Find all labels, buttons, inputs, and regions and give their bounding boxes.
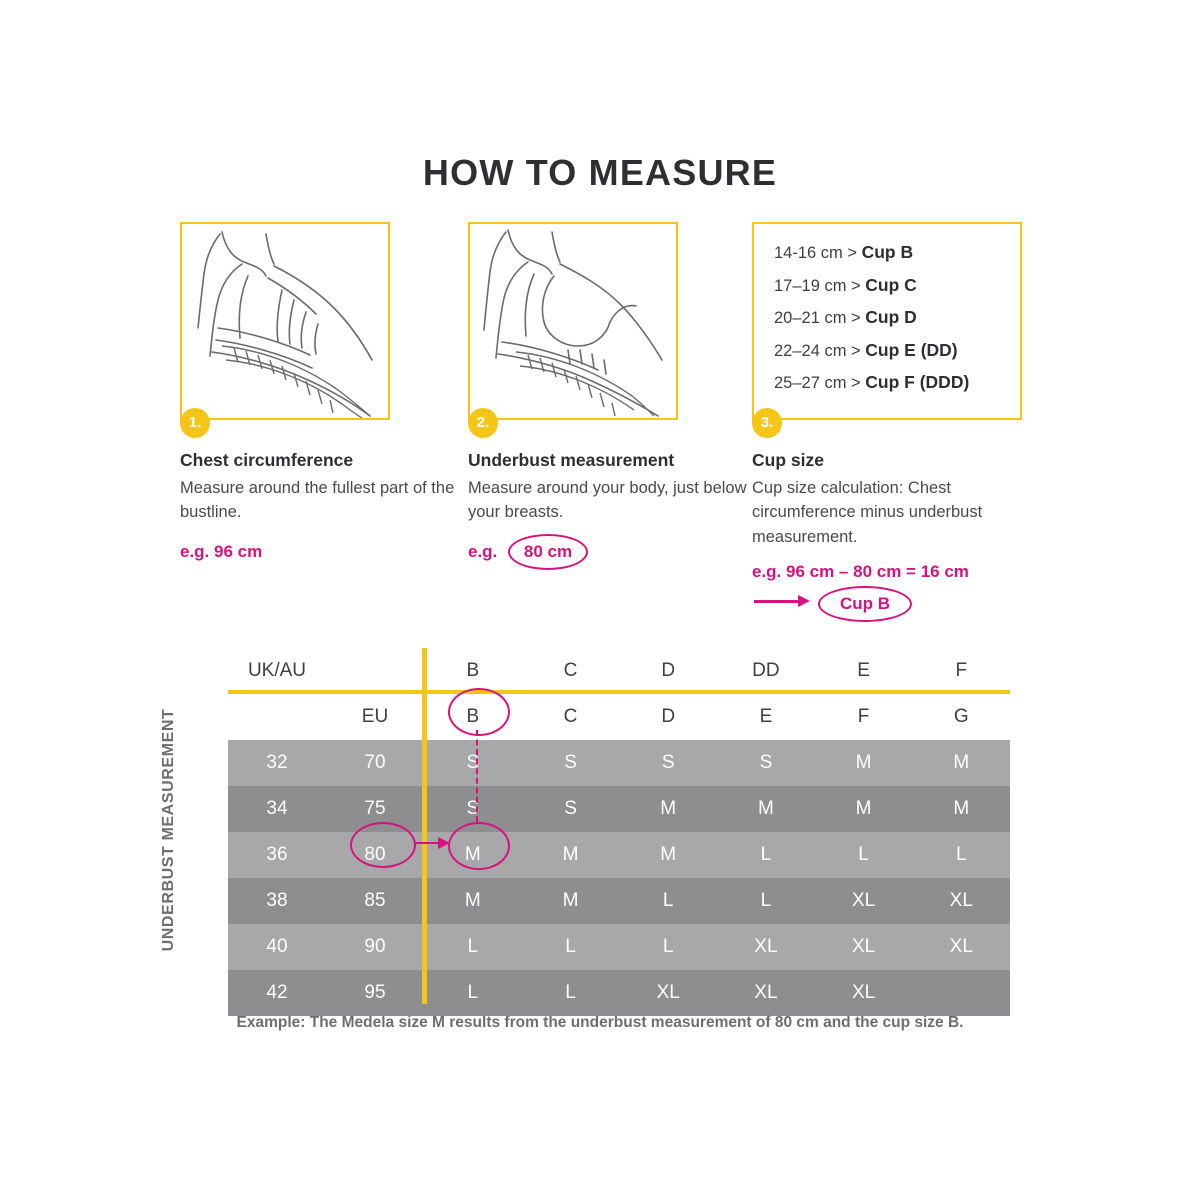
- illustration-chest-circumference: [180, 222, 390, 420]
- row-cell: L: [619, 878, 717, 924]
- row-cell: L: [522, 970, 620, 1016]
- row-cell: M: [912, 786, 1010, 832]
- cup-range: 22–24 cm >: [774, 341, 861, 360]
- header-cell: C: [522, 694, 620, 740]
- table-row: [228, 740, 1010, 786]
- table-row: [228, 924, 1010, 970]
- table-header-uk: [228, 648, 1010, 694]
- row-uk-size: 38: [228, 878, 326, 924]
- row-cell: XL: [912, 878, 1010, 924]
- header-cell: G: [912, 694, 1010, 740]
- row-cell: XL: [815, 970, 913, 1016]
- cup-label: Cup E (DD): [865, 339, 958, 360]
- row-eu-size: 90: [326, 924, 424, 970]
- cup-size-row: [774, 274, 1014, 295]
- step-heading-3: Cup size: [752, 450, 824, 470]
- row-cell: M: [522, 878, 620, 924]
- table-header-eu: [228, 694, 1010, 740]
- cup-label: Cup C: [865, 274, 917, 295]
- row-cell: XL: [815, 924, 913, 970]
- page-title: HOW TO MEASURE: [422, 152, 778, 193]
- header-cell: [228, 694, 326, 740]
- step-heading-1: Chest circumference: [180, 450, 354, 470]
- header-cell: D: [619, 648, 717, 694]
- row-cell: S: [717, 740, 815, 786]
- cup-size-row: [774, 339, 1014, 360]
- highlight-circle-cup-b: [448, 688, 510, 736]
- step-badge-2: 2.: [468, 408, 498, 438]
- cup-range: 20–21 cm >: [774, 309, 861, 327]
- header-cell: [326, 648, 424, 694]
- cup-result-arrow-icon: [754, 594, 812, 608]
- highlight-circle-size-m: [448, 822, 510, 870]
- row-cell: L: [717, 878, 815, 924]
- row-cell: L: [619, 924, 717, 970]
- step-example-3: e.g. 96 cm – 80 cm = 16 cm: [752, 562, 969, 581]
- header-cell: B: [424, 694, 522, 740]
- row-cell: M: [619, 832, 717, 878]
- table-yellow-horizontal-rule: [228, 690, 1010, 694]
- header-cell: E: [815, 648, 913, 694]
- cup-label: Cup B: [861, 242, 914, 262]
- row-cell: XL: [717, 970, 815, 1016]
- row-cell: L: [522, 924, 620, 970]
- row-cell: M: [912, 740, 1010, 786]
- table-yellow-vertical-rule: [422, 648, 427, 1004]
- row-cell: S: [522, 740, 620, 786]
- header-cell: DD: [717, 648, 815, 694]
- header-cell: UK/AU: [228, 648, 326, 694]
- step-example-circle-2: [508, 534, 588, 570]
- illustration-underbust-measurement: [468, 222, 678, 420]
- row-eu-size: 80: [326, 832, 424, 878]
- row-uk-size: 42: [228, 970, 326, 1016]
- cup-label: Cup D: [865, 307, 917, 327]
- row-eu-size: 85: [326, 878, 424, 924]
- table-row: [228, 786, 1010, 832]
- row-cell: XL: [717, 924, 815, 970]
- row-eu-size: 95: [326, 970, 424, 1016]
- row-cell: L: [815, 832, 913, 878]
- step-example-value-2: 80 cm: [523, 542, 573, 561]
- header-cell: F: [815, 694, 913, 740]
- row-cell: S: [522, 786, 620, 832]
- row-eu-size: 75: [326, 786, 424, 832]
- step-body-2: Measure around your body, just below your breasts.: [468, 479, 747, 522]
- step-body-3: Cup size calculation: Chest circumference minus underbust measurement.: [752, 479, 983, 546]
- row-cell: S: [424, 786, 522, 832]
- cup-result-label: Cup B: [839, 594, 891, 613]
- cup-range: 25–27 cm >: [774, 374, 861, 392]
- row-cell: M: [717, 786, 815, 832]
- cup-result-bubble: [818, 586, 912, 622]
- header-cell: F: [912, 648, 1010, 694]
- row-eu-size: 70: [326, 740, 424, 786]
- table-row: [228, 878, 1010, 924]
- header-cell: B: [424, 648, 522, 694]
- footnote: Example: The Medela size M results from the underbust measurement of 80 cm and the cup size B.: [236, 1014, 964, 1031]
- cup-label: Cup F (DDD): [865, 372, 970, 392]
- header-cell: C: [522, 648, 620, 694]
- table-row: [228, 832, 1010, 878]
- cup-size-row: [774, 309, 1014, 327]
- step-heading-2: Underbust measurement: [468, 450, 675, 470]
- cup-size-table-box: [752, 222, 1022, 420]
- cup-size-row: [774, 374, 1014, 392]
- row-cell: L: [717, 832, 815, 878]
- row-cell: M: [815, 740, 913, 786]
- row-cell: M: [619, 786, 717, 832]
- cup-range: 14-16 cm >: [774, 244, 857, 262]
- row-uk-size: 40: [228, 924, 326, 970]
- step-badge-3: 3.: [752, 408, 782, 438]
- row-cell: L: [424, 970, 522, 1016]
- header-cell: EU: [326, 694, 424, 740]
- table-row: [228, 970, 1010, 1016]
- row-uk-size: 32: [228, 740, 326, 786]
- steps-row: [180, 222, 1040, 642]
- row-cell: M: [522, 832, 620, 878]
- highlight-circle-eu-80: [350, 822, 416, 868]
- row-cell: XL: [619, 970, 717, 1016]
- table-axis-label: UNDERBUST MEASUREMENT: [160, 708, 177, 952]
- highlight-dashed-line: [476, 730, 478, 822]
- row-cell: M: [815, 786, 913, 832]
- row-cell: XL: [815, 878, 913, 924]
- step-example-1: e.g. 96 cm: [180, 542, 263, 561]
- step-badge-1: 1.: [180, 408, 210, 438]
- row-cell: M: [424, 832, 522, 878]
- step-body-1: Measure around the fullest part of the bustline.: [180, 479, 455, 522]
- size-table: [228, 648, 1010, 1016]
- header-cell: D: [619, 694, 717, 740]
- row-cell: S: [424, 740, 522, 786]
- row-cell: [912, 970, 1010, 1016]
- row-cell: M: [424, 878, 522, 924]
- header-cell: E: [717, 694, 815, 740]
- step-example-prefix-2: e.g.: [468, 542, 498, 561]
- cup-size-list: [774, 244, 1014, 407]
- cup-range: 17–19 cm >: [774, 276, 861, 295]
- row-uk-size: 36: [228, 832, 326, 878]
- row-cell: L: [912, 832, 1010, 878]
- cup-size-row: [774, 244, 1014, 262]
- row-uk-size: 34: [228, 786, 326, 832]
- row-cell: L: [424, 924, 522, 970]
- row-cell: S: [619, 740, 717, 786]
- row-cell: XL: [912, 924, 1010, 970]
